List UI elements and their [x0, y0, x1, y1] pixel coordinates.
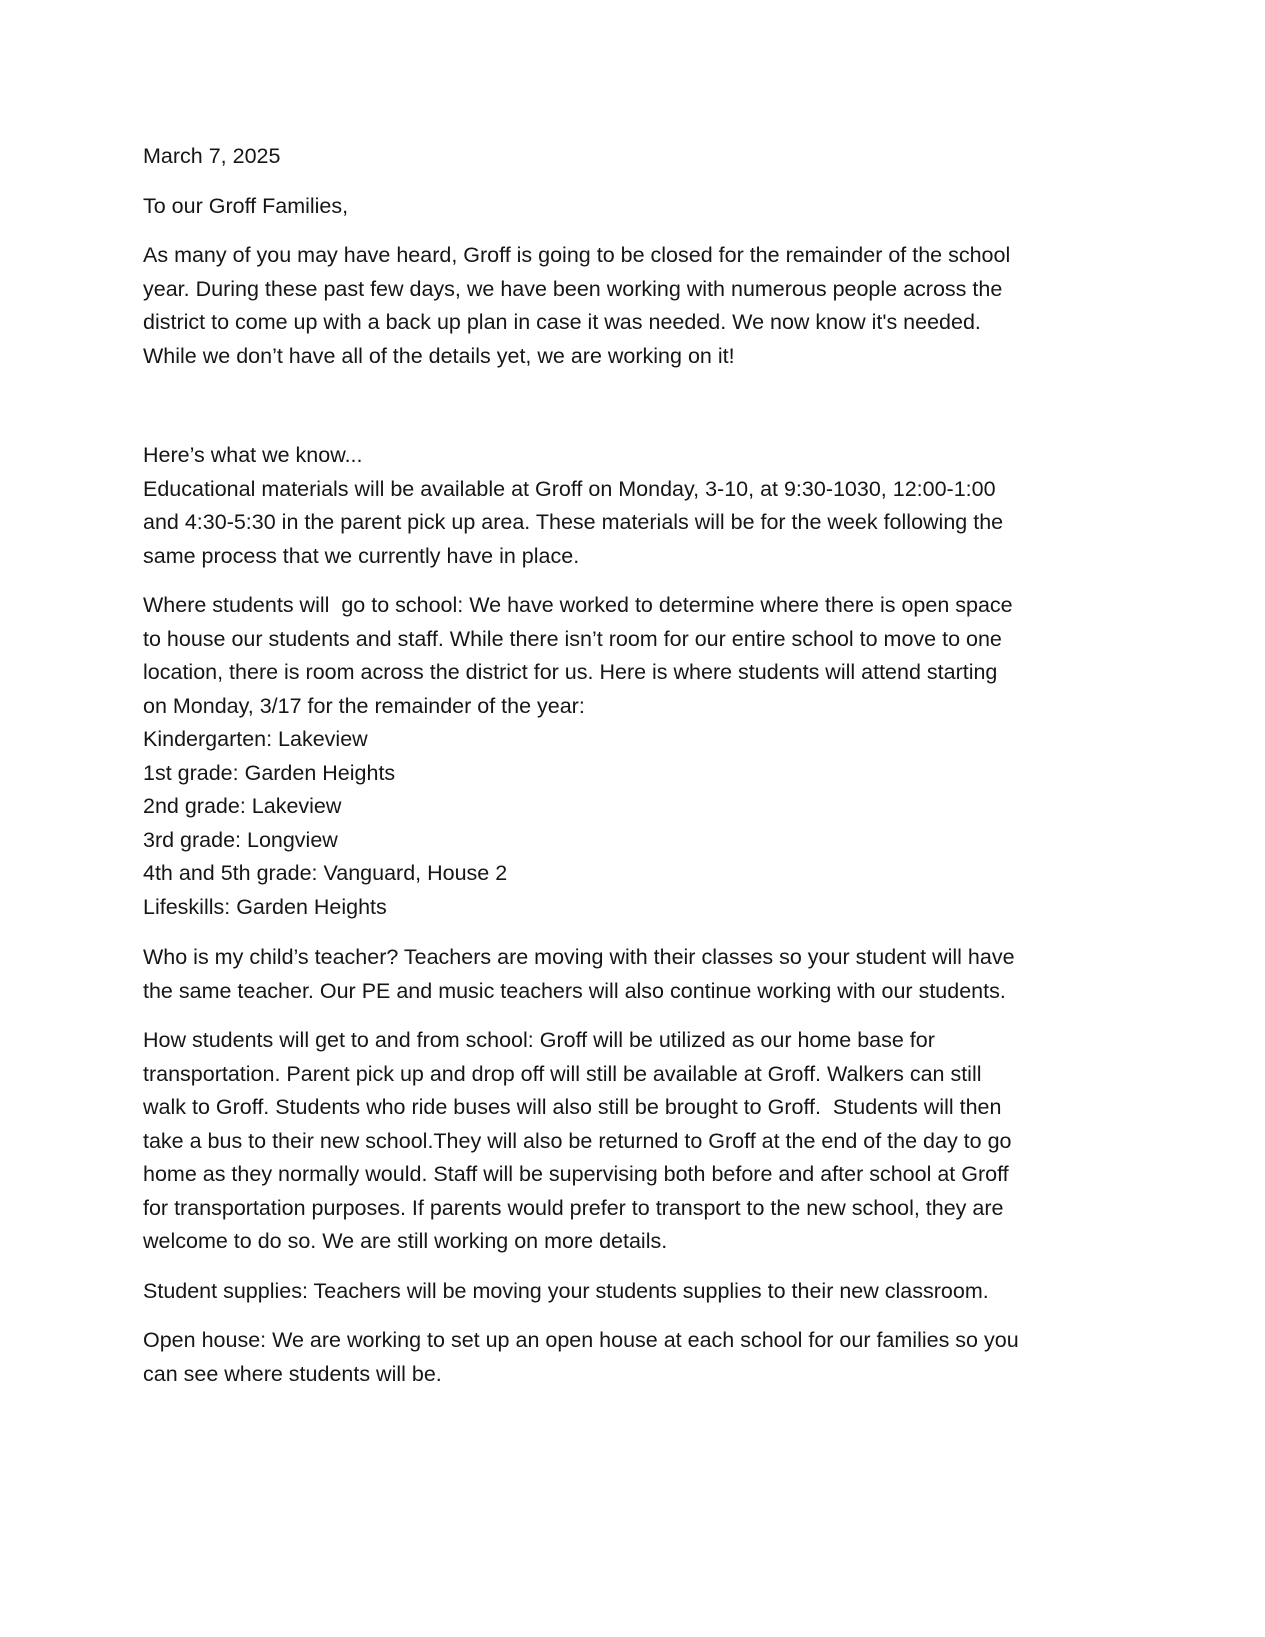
text-line: same process that we currently have in place. — [143, 543, 580, 568]
intro-paragraph — [143, 239, 1010, 373]
supplies-paragraph — [143, 1275, 989, 1309]
text-line: Kindergarten: Lakeview — [143, 727, 368, 751]
text-line: for transportation purposes. If parents would prefer to transport to the new school, they are — [143, 1195, 1004, 1220]
text-line: location, there is room across the district for us. Here is where students will attend starting — [143, 660, 998, 684]
text-line: Lifeskills: Garden Heights — [143, 894, 387, 919]
date — [143, 140, 280, 174]
text-line: Educational materials will be available at Groff on Monday, 3-10, at 9:30-1030, 12:00-1:00 — [143, 476, 996, 501]
text-line: 1st grade: Garden Heights — [143, 760, 396, 785]
text-line: While we don’t have all of the details yet, we are working on it! — [143, 343, 735, 368]
text-line: 3rd grade: Longview — [143, 827, 338, 852]
text-line: home as they normally would. Staff will be supervising both before and after school at Groff — [143, 1162, 1009, 1186]
text-line: Here’s what we know... — [143, 443, 363, 467]
transportation-paragraph — [143, 1024, 1011, 1259]
locations-paragraph — [143, 589, 1013, 924]
text-line: district to come up with a back up plan in case it was needed. We now know it's needed. — [143, 310, 981, 334]
text-line: and 4:30-5:30 in the parent pick up area. These materials will be for the week following the — [143, 510, 1004, 534]
text-line: To our Groff Families, — [143, 194, 349, 218]
text-line: Student supplies: Teachers will be moving your students supplies to their new classroom. — [143, 1279, 989, 1303]
text-line: 4th and 5th grade: Vanguard, House 2 — [143, 861, 508, 885]
text-line: 2nd grade: Lakeview — [143, 794, 342, 818]
text-line: transportation. Parent pick up and drop off will still be available at Groff. Walkers can still — [143, 1061, 982, 1086]
text-line: March 7, 2025 — [143, 144, 281, 168]
text-line: Who is my child’s teacher? Teachers are moving with their classes so your student will have — [143, 945, 1015, 969]
text-line: year. During these past few days, we have been working with numerous people across the — [143, 276, 1003, 301]
text-line: As many of you may have heard, Groff is going to be closed for the remainder of the school — [143, 243, 1011, 267]
text-line: Open house: We are working to set up an open house at each school for our families so you — [143, 1328, 1019, 1352]
teacher-paragraph — [143, 941, 1015, 1008]
text-line: on Monday, 3/17 for the remainder of the year: — [143, 693, 585, 718]
text-line: welcome to do so. We are still working on more details. — [143, 1229, 668, 1253]
materials-paragraph — [143, 439, 1003, 573]
text-line: to house our students and staff. While there isn’t room for our entire school to move to one — [143, 626, 1002, 651]
text-line: walk to Groff. Students who ride buses will also still be brought to Groff. Students will then — [143, 1095, 1002, 1119]
text-line: take a bus to their new school.They will also be returned to Groff at the end of the day to go — [143, 1128, 1012, 1153]
salutation — [143, 190, 348, 224]
text-line: the same teacher. Our PE and music teachers will also continue working with our students. — [143, 978, 1006, 1003]
text-line: can see where students will be. — [143, 1361, 442, 1386]
text-line: Where students will go to school: We have worked to determine where there is open space — [143, 593, 1013, 617]
text-line: How students will get to and from school: Groff will be utilized as our home base for — [143, 1028, 935, 1052]
open-house-paragraph — [143, 1324, 1019, 1391]
